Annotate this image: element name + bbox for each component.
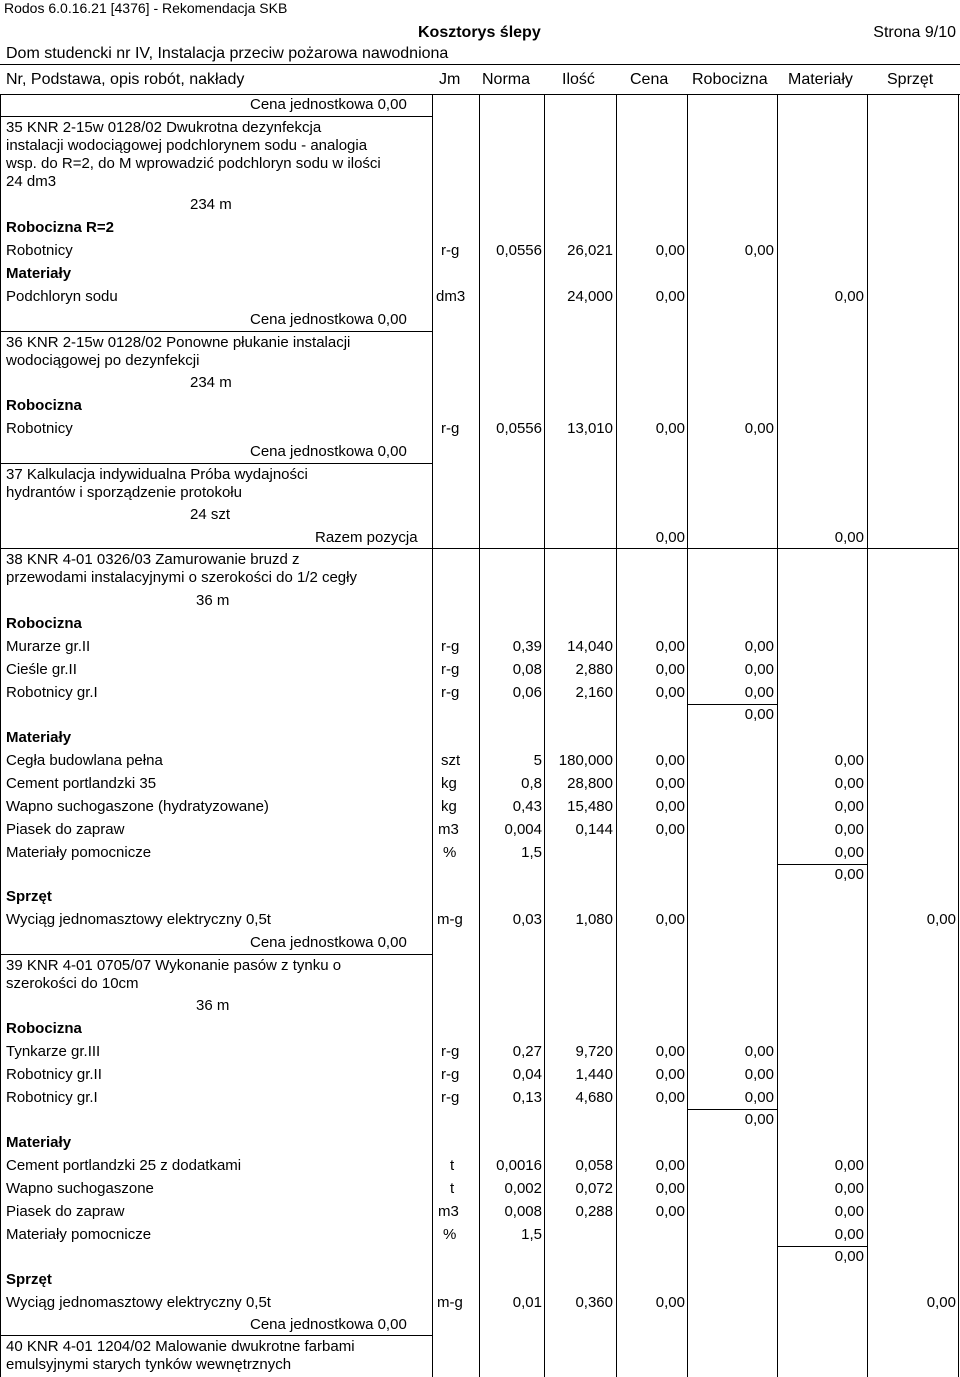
- item-norma: 1,5: [521, 1226, 542, 1243]
- grid-line: [687, 95, 688, 1377]
- item-name: Piasek do zapraw: [6, 821, 125, 838]
- item-ilosc: 0,072: [575, 1180, 613, 1197]
- item-ilosc: 14,040: [567, 638, 613, 655]
- position-35-quantity: 234 m: [190, 196, 232, 213]
- item-name: Cement portlandzki 35: [6, 775, 157, 792]
- item-name: Cieśle gr.II: [6, 661, 77, 678]
- position-38-title-line: przewodami instalacyjnymi o szerokości do 1/2 cegły: [6, 569, 357, 586]
- item-name: Wapno suchogaszone (hydratyzowane): [6, 798, 269, 815]
- item-jm: r-g: [441, 242, 460, 259]
- item-cena: 0,00: [655, 911, 685, 928]
- position-36-quantity: 234 m: [190, 374, 232, 391]
- position-35-robocizna-header: Robocizna R=2: [6, 219, 114, 236]
- item-name: Murarze gr.II: [6, 638, 91, 655]
- col-norma-header: Norma: [482, 71, 531, 88]
- materialy-subtotal: 0,00: [834, 866, 864, 883]
- position-35-title-line: wsp. do R=2, do M wprowadzić podchloryn sodu w ilości: [6, 155, 381, 172]
- document-subtitle: Dom studencki nr IV, Instalacja przeciw pożarowa nawodniona: [6, 45, 449, 62]
- item-name: Cement portlandzki 25 z dodatkami: [6, 1157, 242, 1174]
- position-39-title-line: szerokości do 10cm: [6, 975, 139, 992]
- item-ilosc: 28,800: [567, 775, 613, 792]
- position-total-materialy: 0,00: [834, 529, 864, 546]
- item-norma: 0,27: [512, 1043, 542, 1060]
- item-ilosc: 26,021: [567, 242, 613, 259]
- item-name: Cegła budowlana pełna: [6, 752, 163, 769]
- item-ilosc: 13,010: [567, 420, 613, 437]
- item-norma: 0,004: [504, 821, 542, 838]
- item-materialy: 0,00: [834, 1180, 864, 1197]
- item-ilosc: 180,000: [558, 752, 613, 769]
- item-jm: m3: [438, 821, 459, 838]
- item-norma: 0,0016: [496, 1157, 542, 1174]
- document-title: Kosztorys ślepy: [418, 24, 541, 41]
- item-cena: 0,00: [655, 1203, 685, 1220]
- item-materialy: 0,00: [834, 1226, 864, 1243]
- subtotal-rule: [778, 1246, 867, 1247]
- col-robocizna-header: Robocizna: [692, 71, 768, 88]
- item-ilosc: 9,720: [575, 1043, 613, 1060]
- item-norma: 0,04: [512, 1066, 542, 1083]
- item-materialy: 0,00: [834, 288, 864, 305]
- item-norma: 0,0556: [496, 420, 542, 437]
- item-jm: r-g: [441, 1066, 460, 1083]
- item-name: Piasek do zapraw: [6, 1203, 125, 1220]
- grid-line: [432, 95, 433, 1377]
- position-39-materialy-header: Materiały: [6, 1134, 72, 1151]
- item-name: Wyciąg jednomasztowy elektryczny 0,5t: [6, 1294, 271, 1311]
- item-cena: 0,00: [655, 420, 685, 437]
- item-jm: dm3: [436, 288, 466, 305]
- item-cena: 0,00: [655, 1066, 685, 1083]
- item-jm: %: [443, 1226, 457, 1243]
- position-37-title-line: hydrantów i sporządzenie protokołu: [6, 484, 242, 501]
- item-jm: %: [443, 844, 457, 861]
- unit-price-label: Cena jednostkowa 0,00: [250, 96, 407, 113]
- item-jm: kg: [441, 798, 457, 815]
- item-cena: 0,00: [655, 752, 685, 769]
- position-36-title-line: wodociągowej po dezynfekcji: [6, 352, 200, 369]
- item-ilosc: 0,144: [575, 821, 613, 838]
- item-cena: 0,00: [655, 242, 685, 259]
- page-number: Strona 9/10: [873, 24, 956, 41]
- item-jm: t: [450, 1180, 455, 1197]
- position-separator: [0, 463, 432, 464]
- item-cena: 0,00: [655, 821, 685, 838]
- item-jm: szt: [441, 752, 461, 769]
- subtotal-rule: [688, 704, 777, 705]
- item-name: Robotnicy: [6, 242, 73, 259]
- item-norma: 0,13: [512, 1089, 542, 1106]
- item-materialy: 0,00: [834, 1157, 864, 1174]
- item-cena: 0,00: [655, 1089, 685, 1106]
- position-39-robocizna-header: Robocizna: [6, 1020, 82, 1037]
- item-robocizna: 0,00: [744, 242, 774, 259]
- position-separator: [0, 954, 432, 955]
- item-ilosc: 24,000: [567, 288, 613, 305]
- grid-line: [867, 95, 868, 1377]
- position-36-robocizna-header: Robocizna: [6, 397, 82, 414]
- position-39-quantity: 36 m: [196, 997, 230, 1014]
- subtotal-rule: [778, 864, 867, 865]
- item-jm: kg: [441, 775, 457, 792]
- unit-price-label: Cena jednostkowa 0,00: [250, 934, 407, 951]
- item-jm: r-g: [441, 661, 460, 678]
- item-ilosc: 2,880: [575, 661, 613, 678]
- item-materialy: 0,00: [834, 775, 864, 792]
- position-separator: [0, 116, 432, 117]
- item-ilosc: 0,288: [575, 1203, 613, 1220]
- position-separator: [0, 1335, 432, 1336]
- item-ilosc: 4,680: [575, 1089, 613, 1106]
- subtotal-rule: [688, 1109, 777, 1110]
- item-sprzet: 0,00: [926, 911, 956, 928]
- item-cena: 0,00: [655, 684, 685, 701]
- item-robocizna: 0,00: [744, 1089, 774, 1106]
- item-norma: 5: [533, 752, 542, 769]
- position-39-sprzet-header: Sprzęt: [6, 1271, 52, 1288]
- item-materialy: 0,00: [834, 1203, 864, 1220]
- item-jm: m3: [438, 1203, 459, 1220]
- item-materialy: 0,00: [834, 798, 864, 815]
- position-35-materialy-header: Materiały: [6, 265, 72, 282]
- position-total-cena: 0,00: [655, 529, 685, 546]
- robocizna-subtotal: 0,00: [744, 706, 774, 723]
- item-ilosc: 15,480: [567, 798, 613, 815]
- item-cena: 0,00: [655, 1294, 685, 1311]
- item-robocizna: 0,00: [744, 420, 774, 437]
- item-ilosc: 2,160: [575, 684, 613, 701]
- item-ilosc: 0,360: [575, 1294, 613, 1311]
- item-robocizna: 0,00: [744, 1043, 774, 1060]
- unit-price-label: Cena jednostkowa 0,00: [250, 311, 407, 328]
- item-norma: 0,008: [504, 1203, 542, 1220]
- item-jm: r-g: [441, 684, 460, 701]
- item-materialy: 0,00: [834, 821, 864, 838]
- item-ilosc: 1,080: [575, 911, 613, 928]
- position-35-title-line: 35 KNR 2-15w 0128/02 Dwukrotna dezynfekcja: [6, 119, 322, 136]
- item-name: Wapno suchogaszone: [6, 1180, 154, 1197]
- position-40-title-line: 40 KNR 4-01 1204/02 Malowanie dwukrotne farbami: [6, 1338, 355, 1355]
- col-materialy-header: Materiały: [788, 71, 853, 88]
- column-header-row: [0, 64, 960, 95]
- grid-line: [0, 95, 1, 1377]
- item-ilosc: 0,058: [575, 1157, 613, 1174]
- item-sprzet: 0,00: [926, 1294, 956, 1311]
- item-norma: 0,08: [512, 661, 542, 678]
- position-37-quantity: 24 szt: [190, 506, 231, 523]
- item-robocizna: 0,00: [744, 1066, 774, 1083]
- item-cena: 0,00: [655, 798, 685, 815]
- item-norma: 0,002: [504, 1180, 542, 1197]
- position-38-materialy-header: Materiały: [6, 729, 72, 746]
- position-38-sprzet-header: Sprzęt: [6, 888, 52, 905]
- item-jm: m-g: [437, 1294, 463, 1311]
- position-36-title-line: 36 KNR 2-15w 0128/02 Ponowne płukanie instalacji: [6, 334, 351, 351]
- col-desc-header: Nr, Podstawa, opis robót, nakłady: [6, 71, 245, 88]
- item-norma: 0,03: [512, 911, 542, 928]
- position-38-title-line: 38 KNR 4-01 0326/03 Zamurowanie bruzd z: [6, 551, 300, 568]
- position-38-robocizna-header: Robocizna: [6, 615, 82, 632]
- item-cena: 0,00: [655, 1180, 685, 1197]
- col-ilosc-header: Ilość: [562, 71, 595, 88]
- item-name: Robotnicy gr.I: [6, 1089, 98, 1106]
- position-total-label: Razem pozycja: [315, 529, 418, 546]
- item-name: Materiały pomocnicze: [6, 1226, 152, 1243]
- item-cena: 0,00: [655, 661, 685, 678]
- item-norma: 0,06: [512, 684, 542, 701]
- item-name: Podchloryn sodu: [6, 288, 118, 305]
- item-cena: 0,00: [655, 775, 685, 792]
- item-cena: 0,00: [655, 1043, 685, 1060]
- item-jm: r-g: [441, 638, 460, 655]
- position-separator: [0, 331, 432, 332]
- position-separator: [0, 548, 958, 549]
- position-37-title-line: 37 Kalkulacja indywidualna Próba wydajności: [6, 466, 308, 483]
- unit-price-label: Cena jednostkowa 0,00: [250, 443, 407, 460]
- item-name: Materiały pomocnicze: [6, 844, 152, 861]
- item-jm: r-g: [441, 420, 460, 437]
- item-norma: 0,8: [521, 775, 542, 792]
- item-norma: 0,0556: [496, 242, 542, 259]
- item-name: Robotnicy gr.II: [6, 1066, 102, 1083]
- item-norma: 0,39: [512, 638, 542, 655]
- item-jm: t: [450, 1157, 455, 1174]
- position-35-title-line: 24 dm3: [6, 173, 57, 190]
- item-jm: m-g: [437, 911, 463, 928]
- position-38-quantity: 36 m: [196, 592, 230, 609]
- item-jm: r-g: [441, 1089, 460, 1106]
- item-cena: 0,00: [655, 1157, 685, 1174]
- item-name: Wyciąg jednomasztowy elektryczny 0,5t: [6, 911, 271, 928]
- materialy-subtotal: 0,00: [834, 1248, 864, 1265]
- col-cena-header: Cena: [630, 71, 669, 88]
- item-name: Robotnicy: [6, 420, 73, 437]
- item-ilosc: 1,440: [575, 1066, 613, 1083]
- item-robocizna: 0,00: [744, 661, 774, 678]
- item-name: Tynkarze gr.III: [6, 1043, 101, 1060]
- item-robocizna: 0,00: [744, 684, 774, 701]
- item-norma: 0,43: [512, 798, 542, 815]
- app-title: Rodos 6.0.16.21 [4376] - Rekomendacja SKB: [4, 0, 288, 16]
- item-materialy: 0,00: [834, 752, 864, 769]
- item-norma: 1,5: [521, 844, 542, 861]
- col-jm-header: Jm: [439, 71, 461, 88]
- unit-price-label: Cena jednostkowa 0,00: [250, 1316, 407, 1333]
- item-norma: 0,01: [512, 1294, 542, 1311]
- grid-line: [958, 95, 959, 1377]
- item-jm: r-g: [441, 1043, 460, 1060]
- robocizna-subtotal: 0,00: [744, 1111, 774, 1128]
- item-name: Robotnicy gr.I: [6, 684, 98, 701]
- position-39-title-line: 39 KNR 4-01 0705/07 Wykonanie pasów z tynku o: [6, 957, 342, 974]
- item-cena: 0,00: [655, 288, 685, 305]
- position-35-title-line: instalacji wodociągowej podchlorynem sodu - analogia: [6, 137, 368, 154]
- item-cena: 0,00: [655, 638, 685, 655]
- position-40-title-line: emulsyjnymi starych tynków wewnętrznych: [6, 1356, 292, 1373]
- item-materialy: 0,00: [834, 844, 864, 861]
- col-sprzet-header: Sprzęt: [887, 71, 934, 88]
- item-robocizna: 0,00: [744, 638, 774, 655]
